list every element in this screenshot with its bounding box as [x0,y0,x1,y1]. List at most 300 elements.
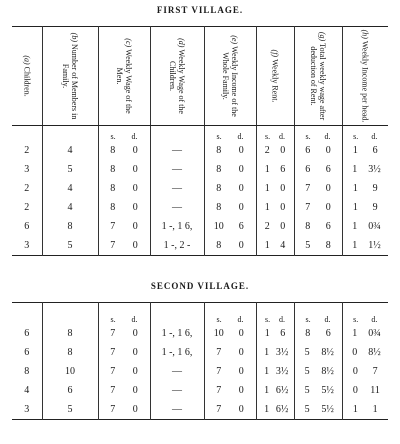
per-head-cell-pair [343,347,389,358]
after-rent-cell [294,217,342,236]
children-cell: 6 [24,221,30,232]
income-cell-pair [205,385,256,396]
rent-cell-pair [257,404,294,415]
after-rent-cell [294,343,342,362]
shillings: 10 [213,221,224,232]
pence: 0 [132,328,138,339]
shillings: 10 [213,328,224,339]
pence: 11 [370,385,380,396]
income-cell-pair [205,404,256,415]
pence: 0 [325,183,331,194]
second-village-title: SECOND VILLAGE. [150,281,250,291]
rent-cell [256,362,294,381]
pence-unit: d. [131,132,138,141]
pence: 0 [325,145,331,156]
shillings: 7 [216,385,222,396]
per-head-cell [342,198,388,217]
pence: 1½ [368,240,381,251]
pence-unit: d. [279,132,286,141]
rent-cell [256,141,294,160]
per-head-cell [342,160,388,179]
children-wage-cell: 1 -, 1 6, [150,217,204,236]
children-cell: 6 [24,347,30,358]
men-wage-cell-pair [99,328,150,339]
pence: 0 [280,202,286,213]
shilling-unit: s. [305,315,311,324]
pence: 0 [132,404,138,415]
header-men-wage: (c) Weekly Wage of the Men. [98,27,150,126]
after-rent-cell-pair [295,366,342,377]
after-rent-cell-pair [295,347,342,358]
pence: 0 [132,366,138,377]
pence: 9 [372,202,378,213]
shilling-unit: s. [216,132,222,141]
table-row [12,236,388,256]
rent-cell [256,217,294,236]
children-cell: 2 [24,145,30,156]
unit-labels [295,132,342,141]
pence: 6 [280,328,286,339]
pence: 0 [238,404,244,415]
pence: 3½ [275,347,289,358]
unit-cell [98,126,150,142]
after-rent-cell-pair [295,328,342,339]
unit-labels [257,132,294,141]
per-head-cell-pair [343,145,389,156]
income-cell-pair [205,328,256,339]
pence: 5½ [321,404,334,415]
table-row [12,343,388,362]
shillings: 7 [216,366,222,377]
shilling-unit: s. [264,315,271,324]
shillings: 8 [216,164,222,175]
pence: 6 [280,164,286,175]
unit-labels [205,315,256,324]
shillings: 7 [216,404,222,415]
children-cell: 2 [24,183,30,194]
members-cell: 8 [42,324,98,343]
pence: 5½ [321,385,334,396]
header-row [12,27,388,126]
men-wage-cell [98,381,150,400]
after-rent-cell-pair [295,404,342,415]
income-cell [204,179,256,198]
pence: 6 [325,164,331,175]
income-cell [204,217,256,236]
pence: 4 [280,240,286,251]
unit-cell [12,126,42,142]
per-head-cell [342,400,388,420]
rent-cell [256,381,294,400]
shillings: 1 [352,240,358,251]
men-wage-cell-pair [99,366,150,377]
shillings: 7 [305,183,311,194]
table-row [12,217,388,236]
children-wage-cell: — [150,179,204,198]
income-cell-pair [205,366,256,377]
shilling-unit: s. [110,315,116,324]
pence: 0 [238,164,244,175]
pence-unit: d. [279,315,286,324]
header-children: (a) Children. [12,27,42,126]
header-per-head: (h) Weekly Income per head. [342,27,388,126]
income-cell-pair [205,347,256,358]
rent-cell-pair [257,202,294,213]
shillings: 1 [352,328,358,339]
rent-cell-pair [257,145,294,156]
pence: 0 [238,328,244,339]
unit-cell [204,126,256,142]
unit-labels [257,315,294,324]
table-row [12,362,388,381]
shillings: 1 [352,202,358,213]
pence-unit: d. [324,132,331,141]
per-head-cell-pair [343,328,389,339]
shillings: 1 [264,202,270,213]
rent-cell [256,198,294,217]
pence: 8½ [321,366,334,377]
pence: 0 [280,183,286,194]
pence: 0 [238,202,244,213]
income-cell [204,198,256,217]
shillings: 1 [352,183,358,194]
unit-labels [343,132,389,141]
children-wage-cell: 1 -, 1 6, [150,324,204,343]
children-cell: 2 [24,202,30,213]
pence: 6 [372,145,378,156]
pence: 0¾ [368,328,381,339]
shillings: 5 [304,385,310,396]
income-cell [204,160,256,179]
unit-labels [99,132,150,141]
after-rent-cell [294,324,342,343]
first-village-table [12,26,388,256]
shillings: 5 [305,240,311,251]
children-cell: 4 [24,385,30,396]
per-head-cell [342,343,388,362]
shillings: 8 [305,328,311,339]
shillings: 6 [305,145,311,156]
pence: 0 [238,347,244,358]
table-row [12,400,388,420]
shillings: 1 [352,164,358,175]
men-wage-cell [98,362,150,381]
unit-cell [294,309,342,324]
shilling-unit: s. [216,315,222,324]
per-head-cell-pair [343,183,389,194]
rent-cell [256,236,294,256]
pence: 0¾ [368,221,381,232]
pence: 3½ [275,366,289,377]
rent-cell-pair [257,347,294,358]
unit-cell [150,126,204,142]
shillings: 1 [264,183,270,194]
unit-labels [295,315,342,324]
pence: 0 [132,202,138,213]
men-wage-cell-pair [99,183,150,194]
men-wage-cell [98,141,150,160]
pence: 0 [132,145,138,156]
pence: 6½ [275,385,289,396]
unit-cell [256,126,294,142]
shillings: 8 [110,164,116,175]
pence: 0 [238,145,244,156]
rent-cell-pair [257,385,294,396]
pence: 8½ [368,347,381,358]
men-wage-cell-pair [99,145,150,156]
income-cell-pair [205,221,256,232]
unit-cell [204,309,256,324]
pence: 7 [372,366,378,377]
unit-cell [294,126,342,142]
after-rent-cell [294,362,342,381]
pence: 0 [132,347,138,358]
pence: 0 [325,202,331,213]
header-after-rent: (g) Total weekly wage after deduction of Rent. [294,27,342,126]
after-rent-cell-pair [295,164,342,175]
rent-cell-pair [257,183,294,194]
table-row [12,160,388,179]
shillings: 7 [216,347,222,358]
second-village-table [12,302,388,420]
pence: 6 [238,221,244,232]
shillings: 1 [352,404,358,415]
per-head-cell [342,179,388,198]
members-cell: 6 [42,381,98,400]
income-cell [204,400,256,420]
shilling-unit: s. [353,132,359,141]
unit-cell [342,126,388,142]
income-cell-pair [205,183,256,194]
after-rent-cell [294,198,342,217]
after-rent-cell-pair [295,221,342,232]
rent-cell-pair [257,366,294,377]
pence: 3½ [368,164,381,175]
rent-cell [256,343,294,362]
unit-row [12,309,388,324]
unit-labels [343,315,389,324]
men-wage-cell [98,400,150,420]
income-cell [204,141,256,160]
men-wage-cell-pair [99,404,150,415]
per-head-cell-pair [343,240,389,251]
shillings: 7 [110,385,116,396]
pence: 0 [132,240,138,251]
men-wage-cell-pair [99,164,150,175]
shillings: 5 [304,347,310,358]
shillings: 8 [216,202,222,213]
after-rent-cell-pair [295,183,342,194]
rent-cell [256,160,294,179]
men-wage-cell [98,343,150,362]
table-row [12,324,388,343]
shillings: 8 [216,183,222,194]
shillings: 1 [264,240,270,251]
unit-row [12,126,388,142]
pence-unit: d. [237,132,244,141]
per-head-cell [342,362,388,381]
pence: 6 [325,221,331,232]
per-head-cell-pair [343,404,389,415]
pence-unit: d. [324,315,331,324]
header-family-income: (e) Weekly Income of the Whole Family. [204,27,256,126]
per-head-cell-pair [343,164,389,175]
shillings: 7 [110,328,116,339]
children-wage-cell: 1 -, 2 - [150,236,204,256]
children-wage-cell: — [150,381,204,400]
members-cell: 4 [42,198,98,217]
per-head-cell-pair [343,221,389,232]
shillings: 8 [305,221,311,232]
after-rent-cell [294,179,342,198]
shillings: 8 [216,240,222,251]
pence-unit: d. [131,315,138,324]
shillings: 0 [352,347,358,358]
income-cell [204,324,256,343]
shillings: 8 [110,183,116,194]
members-cell: 4 [42,141,98,160]
shillings: 1 [264,366,270,377]
pence: 8½ [321,347,334,358]
income-cell-pair [205,240,256,251]
pence: 0 [280,145,286,156]
shillings: 5 [304,404,310,415]
per-head-cell-pair [343,202,389,213]
after-rent-cell [294,236,342,256]
income-cell-pair [205,164,256,175]
unit-cell [150,309,204,324]
children-wage-cell: 1 -, 1 6, [150,343,204,362]
members-cell: 5 [42,236,98,256]
income-cell [204,362,256,381]
rent-cell [256,179,294,198]
unit-cell [256,309,294,324]
rent-cell-pair [257,164,294,175]
pence-unit: d. [371,315,378,324]
after-rent-cell [294,400,342,420]
rent-cell [256,324,294,343]
pence: 0 [132,385,138,396]
income-cell [204,236,256,256]
shilling-unit: s. [264,132,271,141]
pence: 0 [280,221,286,232]
rent-cell-pair [257,240,294,251]
children-wage-cell: — [150,362,204,381]
pence: 0 [238,366,244,377]
pence: 0 [238,240,244,251]
shilling-unit: s. [305,132,311,141]
men-wage-cell-pair [99,221,150,232]
men-wage-cell [98,198,150,217]
unit-cell [12,309,42,324]
after-rent-cell [294,160,342,179]
pence-unit: d. [237,315,244,324]
income-cell [204,343,256,362]
unit-cell [342,309,388,324]
table-row [12,179,388,198]
shillings: 2 [264,145,270,156]
pence: 6 [325,328,331,339]
members-cell: 5 [42,400,98,420]
shillings: 2 [264,221,270,232]
per-head-cell-pair [343,366,389,377]
shillings: 7 [305,202,311,213]
unit-labels [205,132,256,141]
men-wage-cell [98,179,150,198]
shillings: 7 [110,404,116,415]
after-rent-cell-pair [295,145,342,156]
per-head-cell [342,381,388,400]
men-wage-cell [98,236,150,256]
after-rent-cell [294,381,342,400]
shillings: 1 [264,347,270,358]
members-cell: 4 [42,179,98,198]
header-children-wage: (d) Weekly Wage of the Children. [150,27,204,126]
shillings: 1 [264,385,270,396]
pence: 9 [372,183,378,194]
pence: 0 [238,183,244,194]
pence: 6½ [275,404,289,415]
members-cell: 10 [42,362,98,381]
children-cell: 6 [24,328,30,339]
rent-cell-pair [257,221,294,232]
pence: 0 [132,183,138,194]
children-cell: 3 [24,240,30,251]
rent-cell [256,400,294,420]
unit-labels [99,315,150,324]
children-wage-cell: — [150,160,204,179]
shillings: 7 [110,221,116,232]
pence: 0 [132,221,138,232]
pence: 0 [238,385,244,396]
shillings: 1 [264,404,270,415]
shillings: 0 [352,366,358,377]
shillings: 7 [110,240,116,251]
after-rent-cell-pair [295,240,342,251]
income-cell-pair [205,145,256,156]
table-row [12,381,388,400]
header-members: (b) Number of Members in Family. [42,27,98,126]
men-wage-cell-pair [99,347,150,358]
men-wage-cell [98,217,150,236]
members-cell: 8 [42,343,98,362]
children-cell: 3 [24,404,30,415]
income-cell [204,381,256,400]
men-wage-cell-pair [99,385,150,396]
unit-cell [42,309,98,324]
income-cell-pair [205,202,256,213]
shillings: 8 [110,145,116,156]
pence: 1 [372,404,378,415]
children-wage-cell: — [150,141,204,160]
per-head-cell [342,236,388,256]
shillings: 5 [304,366,310,377]
shilling-unit: s. [110,132,116,141]
shillings: 8 [216,145,222,156]
men-wage-cell [98,324,150,343]
after-rent-cell [294,141,342,160]
pence: 8 [325,240,331,251]
table-row [12,141,388,160]
first-village-title: FIRST VILLAGE. [156,5,244,15]
per-head-cell-pair [343,385,389,396]
shillings: 1 [264,328,270,339]
shillings: 7 [110,366,116,377]
unit-cell [42,126,98,142]
shillings: 7 [110,347,116,358]
members-cell: 8 [42,217,98,236]
per-head-cell [342,217,388,236]
